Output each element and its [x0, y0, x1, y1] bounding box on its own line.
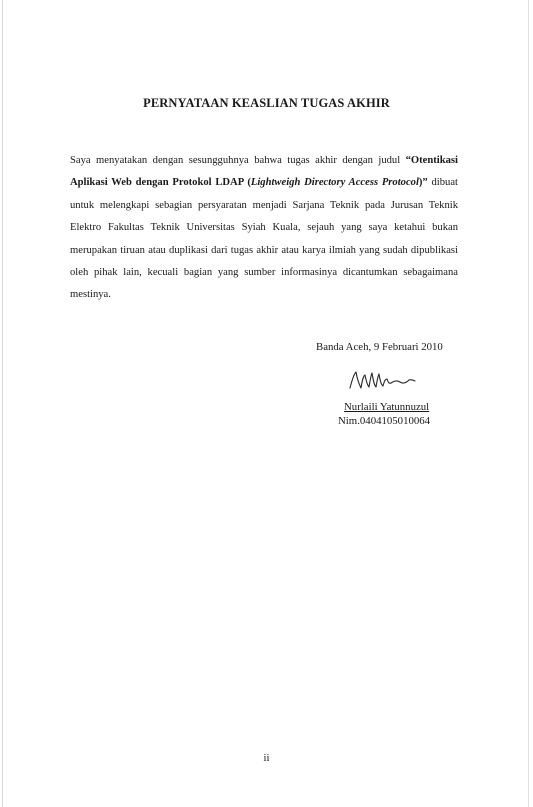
page-number: ii	[263, 752, 270, 764]
signer-nim: Nim.0404105010064	[338, 415, 431, 427]
thesis-title-italic: Lightweigh Directory Access Protocol	[250, 177, 419, 189]
place-date: Banda Aceh, 9 Februari 2010	[316, 341, 443, 353]
thesis-title-close: )”	[418, 177, 428, 189]
statement-intro: Saya menyatakan dengan sesungguhnya bahwa tugas akhir dengan judul	[70, 155, 406, 166]
statement-rest: dibuat untuk melengkapi sebagian persyaratan menjadi Sarjana Teknik pada Jurusan Teknik Elektro Fakultas Teknik Universitas Syiah Kuala, sejauh yang saya ketahui bukan merupakan tiruan atau duplikasi dari tugas akhir atau karya ilmiah yang sudah dipublikasi oleh pihak lain, kecuali bagian yang sumber informasinya dicantumkan sebagaimana mestinya.	[70, 177, 458, 301]
scan-edge-left	[2, 0, 3, 807]
scan-edge-right	[528, 0, 529, 807]
thesis-title-open: “Otentikasi Aplikasi Web dengan Protokol LDAP (	[70, 155, 458, 189]
signature-image	[348, 366, 418, 394]
page-title: PERNYATAAN KEASLIAN TUGAS AKHIR	[143, 96, 390, 110]
statement-paragraph	[70, 150, 458, 307]
signer-name: Nurlaili Yatunnuzul	[344, 401, 430, 413]
